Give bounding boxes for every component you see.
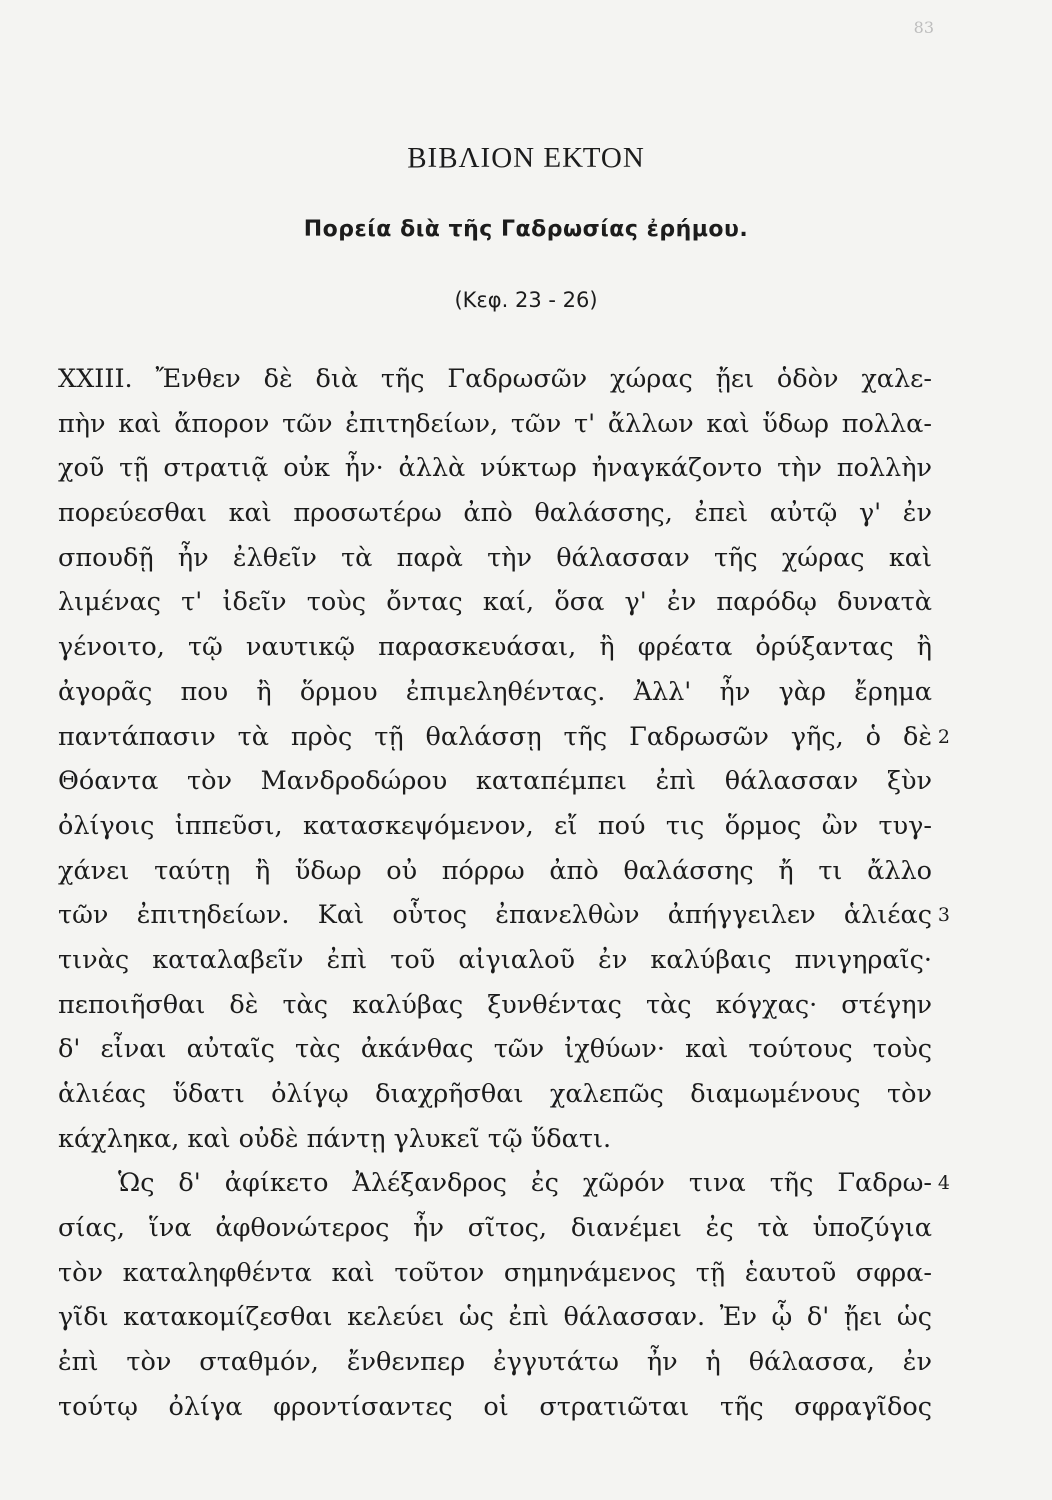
line-text: χάνει ταύτῃ ἢ ὕδωρ οὐ πόρρω ἀπὸ θαλάσσης ἤ τι ἄλλο — [58, 855, 932, 886]
text-line — [58, 849, 932, 894]
text-line — [58, 983, 932, 1028]
line-text: πορεύεσθαι καὶ προσωτέρω ἀπὸ θαλάσσης, ἐπεὶ αὐτῷ γ' ἐν — [58, 498, 932, 529]
line-text: ἐπὶ τὸν σταθμόν, ἔνθενπερ ἐγγυτάτω ἦν ἡ θάλασσα, ἐν — [58, 1347, 932, 1378]
text-line — [58, 1385, 932, 1430]
text-line — [58, 759, 932, 804]
line-text: τινὰς καταλαβεῖν ἐπὶ τοῦ αἰγιαλοῦ ἐν καλύβαις πνιγηραῖς· — [58, 944, 932, 975]
line-text: λιμένας τ' ἰδεῖν τοὺς ὄντας καί, ὅσα γ' ἐν παρόδῳ δυνατὰ — [58, 587, 932, 618]
text-line — [58, 938, 932, 983]
text-line — [58, 446, 932, 491]
line-text: ἁλιέας ὕδατι ὀλίγῳ διαχρῆσθαι χαλεπῶς διαμωμένους τὸν — [58, 1079, 932, 1109]
text-line — [58, 804, 932, 849]
text-line — [58, 357, 932, 402]
line-text: γῖδι κατακομίζεσθαι κελεύει ὡς ἐπὶ θάλασσαν. Ἐν ᾧ δ' ᾔει ὡς — [58, 1302, 932, 1333]
text-line — [58, 402, 932, 447]
book-title: ΒΙΒΛΙΟΝ ΕΚΤΟΝ — [407, 142, 645, 174]
text-line — [58, 1072, 932, 1117]
text-line — [58, 715, 950, 760]
line-text: κάχληκα, καὶ οὐδὲ πάντῃ γλυκεῖ τῷ ὕδατι. — [58, 1123, 612, 1154]
body-text — [58, 357, 950, 1430]
text-line — [58, 893, 950, 938]
line-text: πὴν καὶ ἄπορον τῶν ἐπιτηδείων, τῶν τ' ἄλλων καὶ ὕδωρ πολλα- — [58, 408, 932, 439]
line-text: πεποιῆσθαι δὲ τὰς καλύβας ξυνθέντας τὰς κόγχας· στέγην — [58, 989, 932, 1020]
line-text: σίας, ἵνα ἀφθονώτερος ἦν σῖτος, διανέμει ἐς τὰ ὑποζύγια — [58, 1213, 932, 1244]
section-title: Πορεία διὰ τῆς Γαδρωσίας ἐρήμου. — [303, 217, 749, 242]
line-text: χοῦ τῇ στρατιᾷ οὐκ ἦν· ἀλλὰ νύκτωρ ἠναγκάζοντο τὴν πολλὴν — [58, 453, 932, 484]
line-text: τὸν καταληφθέντα καὶ τοῦτον σημηνάμενος τῇ ἑαυτοῦ σφρα- — [58, 1257, 932, 1288]
text-line — [58, 1340, 932, 1385]
line-text: παντάπασιν τὰ πρὸς τῇ θαλάσσῃ τῆς Γαδρωσῶν γῆς, ὁ δὲ — [58, 721, 932, 752]
line-text: γένοιτο, τῷ ναυτικῷ παρασκευάσαι, ἢ φρέατα ὀρύξαντας ἢ — [58, 632, 932, 663]
line-text: Θόαντα τὸν Μανδροδώρου καταπέμπει ἐπὶ θάλασσαν ξὺν — [58, 766, 932, 797]
text-line — [58, 536, 932, 581]
text-line — [58, 1295, 932, 1340]
text-line — [58, 1161, 950, 1206]
line-text: τούτῳ ὀλίγα φροντίσαντες οἱ στρατιῶται τῆς σφραγῖδος — [58, 1391, 932, 1422]
line-text: τῶν ἐπιτηδείων. Καὶ οὗτος ἐπανελθὼν ἀπήγγειλεν ἁλιέας — [58, 900, 932, 931]
text-line — [58, 625, 932, 670]
chapter-range: (Κεφ. 23 - 26) — [454, 288, 598, 312]
line-text: ὀλίγοις ἱππεῦσι, κατασκεψόμενον, εἴ πού τις ὅρμος ὢν τυγ- — [58, 810, 932, 841]
margin-number: 3 — [937, 904, 950, 927]
line-text: ἀγορᾶς που ἢ ὅρμου ἐπιμεληθέντας. Ἀλλ' ἦν γὰρ ἔρημα — [58, 676, 932, 707]
text-line — [58, 1027, 932, 1072]
page-number: 83 — [913, 18, 934, 37]
margin-number: 4 — [937, 1172, 950, 1195]
line-text: σπουδῇ ἦν ἐλθεῖν τὰ παρὰ τὴν θάλασσαν τῆς χώρας καὶ — [58, 542, 932, 573]
text-line — [58, 670, 932, 715]
text-line — [58, 1251, 932, 1296]
line-text: δ' εἶναι αὐταῖς τὰς ἀκάνθας τῶν ἰχθύων· καὶ τούτους τοὺς — [58, 1034, 932, 1065]
text-line — [58, 1117, 932, 1162]
line-text: Ὡς δ' ἀφίκετο Ἀλέξανδρος ἐς χῶρόν τινα τῆς Γαδρω- — [118, 1168, 932, 1199]
margin-number: 2 — [937, 725, 950, 748]
text-line — [58, 1206, 932, 1251]
text-line — [58, 580, 932, 625]
line-text: XXIII. Ἔνθεν δὲ διὰ τῆς Γαδρωσῶν χώρας ᾔει ὁδὸν χαλε- — [58, 364, 932, 394]
text-line — [58, 491, 932, 536]
